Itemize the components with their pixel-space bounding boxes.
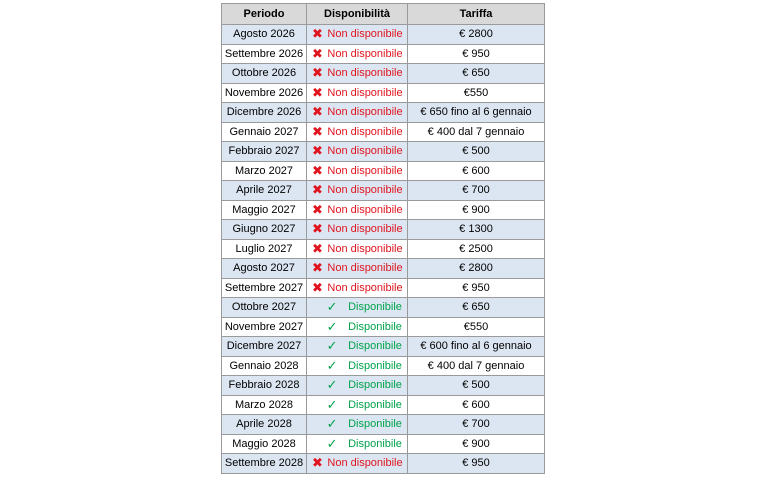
rate-cell: € 400 dal 7 gennaio <box>408 122 545 142</box>
table-row <box>222 317 545 337</box>
table-row <box>222 44 545 64</box>
availability-label: Non disponibile <box>327 145 403 158</box>
period-cell: Novembre 2026 <box>222 83 307 103</box>
table-row <box>222 298 545 318</box>
cross-icon: ✖ <box>311 201 323 217</box>
period-cell: Febbraio 2028 <box>222 376 307 396</box>
rate-cell: € 500 <box>408 376 545 396</box>
cross-icon: ✖ <box>311 84 323 100</box>
availability-label: Disponibile <box>348 379 402 392</box>
period-cell: Febbraio 2027 <box>222 142 307 162</box>
availability-cell <box>307 337 408 357</box>
table-row <box>222 395 545 415</box>
rate-cell: € 600 <box>408 395 545 415</box>
table-row <box>222 181 545 201</box>
cross-icon: ✖ <box>311 182 323 198</box>
table-row <box>222 454 545 474</box>
table-row <box>222 376 545 396</box>
availability-cell <box>307 44 408 64</box>
period-cell: Aprile 2028 <box>222 415 307 435</box>
rate-cell: € 400 dal 7 gennaio <box>408 356 545 376</box>
table-row <box>222 64 545 84</box>
cross-icon: ✖ <box>311 143 323 159</box>
availability-label: Disponibile <box>348 437 402 450</box>
cross-icon: ✖ <box>311 26 323 42</box>
availability-label: Non disponibile <box>327 203 403 216</box>
availability-label: Non disponibile <box>327 67 403 80</box>
cross-icon: ✖ <box>311 104 323 120</box>
table-row <box>222 161 545 181</box>
table-row <box>222 103 545 123</box>
rate-cell: € 950 <box>408 278 545 298</box>
availability-label: Non disponibile <box>327 262 403 275</box>
table-body <box>222 25 545 474</box>
check-icon: ✓ <box>326 377 338 393</box>
availability-cell <box>307 83 408 103</box>
cross-icon: ✖ <box>311 455 323 471</box>
header-rate: Tariffa <box>408 4 545 25</box>
availability-cell <box>307 454 408 474</box>
availability-label: Disponibile <box>348 359 402 372</box>
period-cell: Settembre 2026 <box>222 44 307 64</box>
period-cell: Maggio 2028 <box>222 434 307 454</box>
availability-cell <box>307 239 408 259</box>
availability-cell <box>307 122 408 142</box>
availability-cell <box>307 142 408 162</box>
header-period: Periodo <box>222 4 307 25</box>
period-cell: Gennaio 2028 <box>222 356 307 376</box>
availability-cell <box>307 200 408 220</box>
availability-cell <box>307 317 408 337</box>
table-row <box>222 337 545 357</box>
rate-cell: € 600 fino al 6 gennaio <box>408 337 545 357</box>
rate-cell: € 1300 <box>408 220 545 240</box>
period-cell: Dicembre 2026 <box>222 103 307 123</box>
availability-label: Disponibile <box>348 301 402 314</box>
period-cell: Luglio 2027 <box>222 239 307 259</box>
rate-cell: € 650 <box>408 298 545 318</box>
period-cell: Ottobre 2027 <box>222 298 307 318</box>
rate-cell: € 700 <box>408 181 545 201</box>
check-icon: ✓ <box>326 299 338 315</box>
rate-cell: € 700 <box>408 415 545 435</box>
availability-label: Disponibile <box>348 340 402 353</box>
table-row <box>222 239 545 259</box>
availability-label: Non disponibile <box>327 242 403 255</box>
check-icon: ✓ <box>326 435 338 451</box>
period-cell: Settembre 2027 <box>222 278 307 298</box>
cross-icon: ✖ <box>311 221 323 237</box>
period-cell: Agosto 2027 <box>222 259 307 279</box>
availability-cell <box>307 356 408 376</box>
rate-cell: € 650 fino al 6 gennaio <box>408 103 545 123</box>
availability-label: Non disponibile <box>327 106 403 119</box>
availability-cell <box>307 434 408 454</box>
availability-cell <box>307 64 408 84</box>
cross-icon: ✖ <box>311 162 323 178</box>
table-row <box>222 278 545 298</box>
period-cell: Maggio 2027 <box>222 200 307 220</box>
availability-label: Non disponibile <box>327 223 403 236</box>
table-row <box>222 415 545 435</box>
availability-cell <box>307 415 408 435</box>
check-icon: ✓ <box>326 357 338 373</box>
availability-cell <box>307 181 408 201</box>
availability-cell <box>307 278 408 298</box>
availability-cell <box>307 25 408 45</box>
rate-cell: €550 <box>408 83 545 103</box>
rate-cell: € 2800 <box>408 25 545 45</box>
availability-cell <box>307 259 408 279</box>
period-cell: Dicembre 2027 <box>222 337 307 357</box>
rate-cell: € 2500 <box>408 239 545 259</box>
table-row <box>222 142 545 162</box>
availability-cell <box>307 298 408 318</box>
table-row <box>222 25 545 45</box>
table-row <box>222 122 545 142</box>
availability-label: Disponibile <box>348 320 402 333</box>
table-row <box>222 434 545 454</box>
rate-cell: € 900 <box>408 434 545 454</box>
availability-label: Non disponibile <box>327 164 403 177</box>
cross-icon: ✖ <box>311 45 323 61</box>
rate-cell: €550 <box>408 317 545 337</box>
period-cell: Giugno 2027 <box>222 220 307 240</box>
availability-label: Disponibile <box>348 418 402 431</box>
table-row <box>222 356 545 376</box>
cross-icon: ✖ <box>311 240 323 256</box>
availability-label: Non disponibile <box>327 281 403 294</box>
period-cell: Agosto 2026 <box>222 25 307 45</box>
table-row <box>222 200 545 220</box>
period-cell: Novembre 2027 <box>222 317 307 337</box>
rate-cell: € 650 <box>408 64 545 84</box>
rate-cell: € 2800 <box>408 259 545 279</box>
availability-label: Non disponibile <box>327 86 403 99</box>
header-availability: Disponibilità <box>307 4 408 25</box>
header-row <box>222 4 545 25</box>
availability-cell <box>307 161 408 181</box>
availability-cell <box>307 395 408 415</box>
availability-label: Non disponibile <box>327 47 403 60</box>
check-icon: ✓ <box>326 396 338 412</box>
period-cell: Gennaio 2027 <box>222 122 307 142</box>
check-icon: ✓ <box>326 416 338 432</box>
availability-cell <box>307 220 408 240</box>
check-icon: ✓ <box>326 318 338 334</box>
availability-cell <box>307 376 408 396</box>
period-cell: Settembre 2028 <box>222 454 307 474</box>
table-row <box>222 220 545 240</box>
table-row <box>222 259 545 279</box>
cross-icon: ✖ <box>311 279 323 295</box>
availability-label: Non disponibile <box>327 457 403 470</box>
table-row <box>222 83 545 103</box>
rate-cell: € 500 <box>408 142 545 162</box>
rate-cell: € 950 <box>408 44 545 64</box>
availability-table <box>221 3 545 474</box>
availability-label: Non disponibile <box>327 28 403 41</box>
availability-cell <box>307 103 408 123</box>
cross-icon: ✖ <box>311 260 323 276</box>
cross-icon: ✖ <box>311 65 323 81</box>
period-cell: Marzo 2028 <box>222 395 307 415</box>
period-cell: Ottobre 2026 <box>222 64 307 84</box>
check-icon: ✓ <box>326 338 338 354</box>
rate-cell: € 900 <box>408 200 545 220</box>
period-cell: Aprile 2027 <box>222 181 307 201</box>
availability-label: Disponibile <box>348 398 402 411</box>
availability-label: Non disponibile <box>327 184 403 197</box>
period-cell: Marzo 2027 <box>222 161 307 181</box>
cross-icon: ✖ <box>311 123 323 139</box>
rate-cell: € 950 <box>408 454 545 474</box>
availability-label: Non disponibile <box>327 125 403 138</box>
rate-cell: € 600 <box>408 161 545 181</box>
